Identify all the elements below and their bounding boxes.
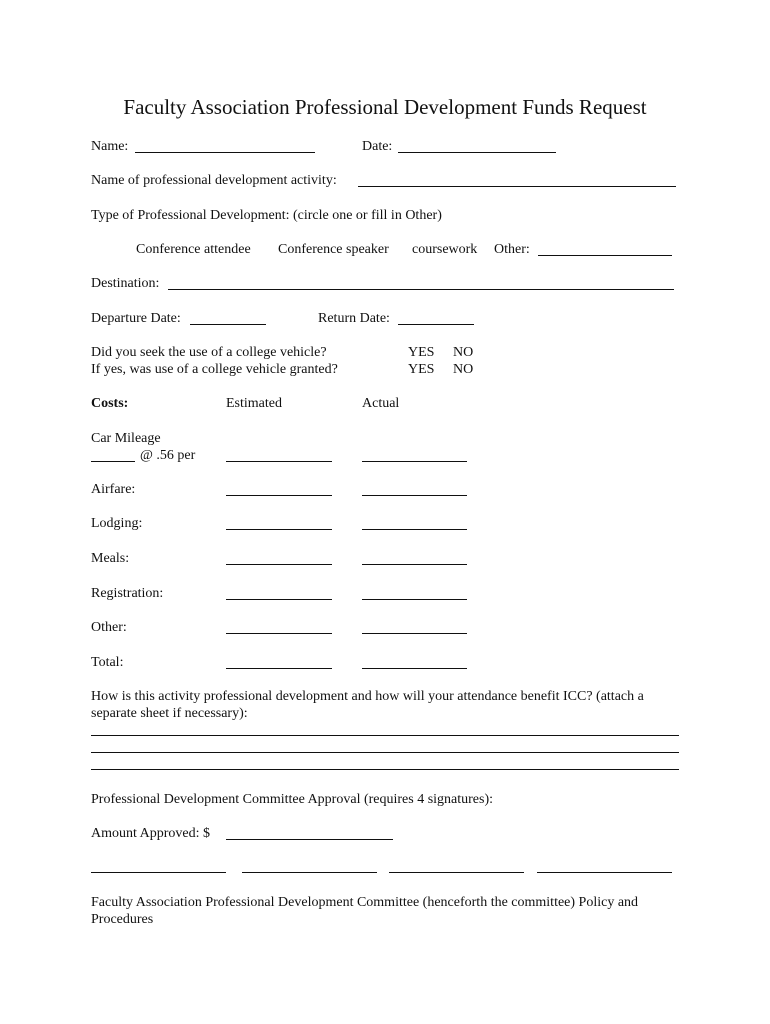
lodging-label: Lodging:	[91, 516, 143, 531]
return-field[interactable]	[398, 324, 474, 325]
meals-actual-field[interactable]	[362, 564, 467, 565]
benefit-answer-line-3[interactable]	[91, 769, 679, 770]
mileage-miles-field[interactable]	[91, 461, 135, 462]
benefit-answer-line-1[interactable]	[91, 735, 679, 736]
vehicle-q2-yes[interactable]: YES	[408, 362, 435, 377]
approval-heading: Professional Development Committee Approval (requires 4 signatures):	[91, 792, 494, 807]
total-estimated-field[interactable]	[226, 668, 332, 669]
name-field[interactable]	[135, 152, 315, 153]
departure-label: Departure Date:	[91, 311, 181, 326]
vehicle-q1-no[interactable]: NO	[453, 345, 474, 360]
type-label: Type of Professional Development: (circle one or fill in Other)	[91, 208, 442, 223]
lodging-estimated-field[interactable]	[226, 529, 332, 530]
activity-field[interactable]	[358, 186, 676, 187]
other-cost-label: Other:	[91, 620, 127, 635]
option-conference-speaker[interactable]: Conference speaker	[278, 242, 389, 257]
car-mileage-label: Car Mileage	[91, 431, 161, 446]
vehicle-q1-yes[interactable]: YES	[408, 345, 435, 360]
option-coursework[interactable]: coursework	[412, 242, 478, 257]
airfare-actual-field[interactable]	[362, 495, 467, 496]
registration-actual-field[interactable]	[362, 599, 467, 600]
airfare-label: Airfare:	[91, 482, 136, 497]
destination-label: Destination:	[91, 276, 160, 291]
registration-estimated-field[interactable]	[226, 599, 332, 600]
lodging-actual-field[interactable]	[362, 529, 467, 530]
benefit-question: How is this activity professional development and how will your attendance benefit ICC? (attach a separate sheet if necessary):	[91, 689, 644, 721]
other-type-field[interactable]	[538, 255, 672, 256]
name-label: Name:	[91, 139, 129, 154]
signature-line-3[interactable]	[389, 872, 524, 873]
vehicle-q2-no[interactable]: NO	[453, 362, 474, 377]
page-title: Faculty Association Professional Development Funds Request	[123, 95, 647, 119]
return-label: Return Date:	[318, 311, 390, 326]
mileage-rate-label: @ .56 per	[140, 448, 196, 463]
option-conference-attendee[interactable]: Conference attendee	[136, 242, 251, 257]
date-label: Date:	[362, 139, 393, 154]
date-field[interactable]	[398, 152, 556, 153]
vehicle-question-2: If yes, was use of a college vehicle granted?	[91, 362, 338, 377]
mileage-estimated-field[interactable]	[226, 461, 332, 462]
option-other-label: Other:	[494, 242, 530, 257]
signature-line-1[interactable]	[91, 872, 226, 873]
benefit-answer-line-2[interactable]	[91, 752, 679, 753]
other-estimated-field[interactable]	[226, 633, 332, 634]
actual-column-header: Actual	[362, 396, 400, 411]
total-actual-field[interactable]	[362, 668, 467, 669]
estimated-column-header: Estimated	[226, 396, 282, 411]
departure-field[interactable]	[190, 324, 266, 325]
signature-line-2[interactable]	[242, 872, 377, 873]
costs-heading: Costs:	[91, 396, 129, 411]
meals-label: Meals:	[91, 551, 130, 566]
airfare-estimated-field[interactable]	[226, 495, 332, 496]
other-actual-field[interactable]	[362, 633, 467, 634]
registration-label: Registration:	[91, 586, 164, 601]
vehicle-question-1: Did you seek the use of a college vehicle?	[91, 345, 327, 360]
signature-line-4[interactable]	[537, 872, 672, 873]
meals-estimated-field[interactable]	[226, 564, 332, 565]
policy-heading: Faculty Association Professional Development Committee (henceforth the committee) Policy and Procedures	[91, 895, 639, 927]
activity-label: Name of professional development activity:	[91, 173, 337, 188]
amount-approved-label: Amount Approved: $	[91, 826, 210, 841]
total-label: Total:	[91, 655, 124, 670]
mileage-actual-field[interactable]	[362, 461, 467, 462]
amount-approved-field[interactable]	[226, 839, 393, 840]
destination-field[interactable]	[168, 289, 674, 290]
